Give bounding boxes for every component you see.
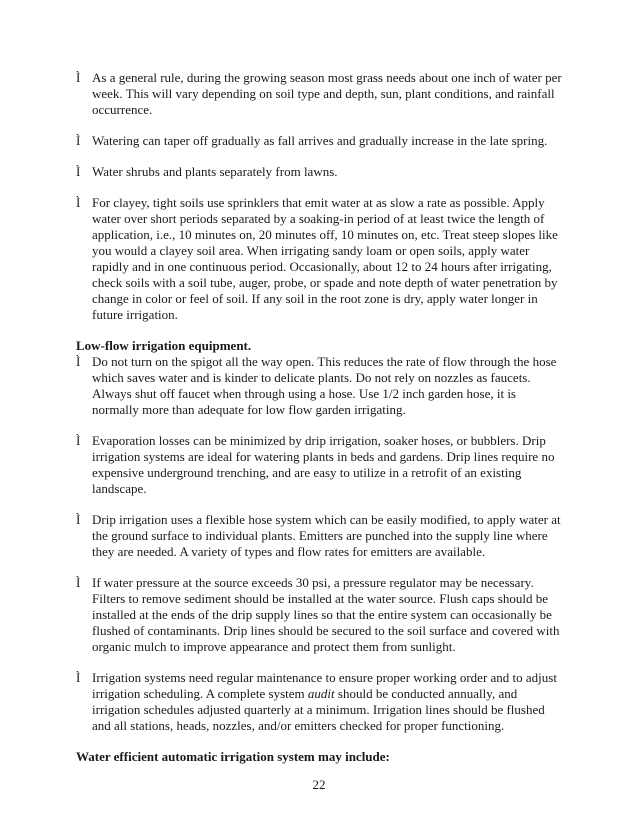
text-run: Irrigation systems need regular maintenance to ensure proper working order and to adjust irrigation scheduling. A complete system xyxy=(92,670,557,701)
bullet-item xyxy=(76,575,566,655)
bullet-text: Drip irrigation uses a flexible hose system which can be easily modified, to apply water at the ground surface to individual plants. Emitters are punched into the supply line where they are needed. A variety of types and flow rates for emitters are available. xyxy=(92,512,561,559)
bullet-item xyxy=(76,433,566,497)
bullet-text: For clayey, tight soils use sprinklers that emit water at as slow a rate as possible. Apply water over short periods separated by a soaking-in period of at least twice the length of application, i.e., 10 minutes on, 20 minutes off, 10 minutes on, etc. Treat steep slopes like you would a clayey soil area. When irrigating sandy loam or open soils, apply water rapidly and in one continuous period. Occasionally, about 12 to 24 hours after irrigating, check soils with a soil tube, auger, probe, or spade and note depth of water penetration by change in color or feel of soil. If any soil in the root zone is dry, apply water longer in future irrigation. xyxy=(92,195,558,322)
bullet-marker: Ì xyxy=(76,575,81,590)
bullet-text: Water shrubs and plants separately from lawns. xyxy=(92,164,338,179)
bullet-text: Evaporation losses can be minimized by drip irrigation, soaker hoses, or bubblers. Drip irrigation systems are ideal for watering plants in beds and gardens. Drip lines require no expensive underground trenching, and are easy to utilize in a retrofit of an existing landscape. xyxy=(92,433,555,496)
bullet-marker: Ì xyxy=(76,133,81,148)
bullet-text: Do not turn on the spigot all the way open. This reduces the rate of flow through the hose which saves water and is kinder to delicate plants. Do not rely on nozzles as faucets. Always shut off faucet when through using a hose. Use 1/2 inch garden hose, it is normally more than adequate for low flow garden irrigating. xyxy=(92,354,557,417)
page-content xyxy=(76,70,566,765)
section-heading-low-flow: Low-flow irrigation equipment. xyxy=(76,338,252,353)
bullet-text: As a general rule, during the growing season most grass needs about one inch of water per week. This will vary depending on soil type and depth, sun, plant conditions, and rainfall occurrence. xyxy=(92,70,562,117)
bullet-marker: Ì xyxy=(76,354,81,369)
bullet-text xyxy=(92,670,566,734)
page-number: 22 xyxy=(312,777,326,792)
bullet-text: If water pressure at the source exceeds 30 psi, a pressure regulator may be necessary. Filters to remove sediment should be installed at the water source. Flush caps should be installed at the ends of the drip supply lines so that the entire system can occasionally be flushed of contaminants. Drip lines should be secured to the soil surface and covered with organic mulch to improve appearance and protect them from sunlight. xyxy=(92,575,560,654)
bullet-item xyxy=(76,354,566,418)
bullet-item xyxy=(76,133,566,149)
bullet-marker: Ì xyxy=(76,670,81,685)
bullet-text: Watering can taper off gradually as fall arrives and gradually increase in the late spring. xyxy=(92,133,548,148)
bullet-marker: Ì xyxy=(76,195,81,210)
bullet-item xyxy=(76,70,566,118)
bullet-marker: Ì xyxy=(76,164,81,179)
bullet-item xyxy=(76,512,566,560)
bullet-item xyxy=(76,670,566,734)
bullet-marker: Ì xyxy=(76,512,81,527)
bullet-item xyxy=(76,164,566,180)
bullet-marker: Ì xyxy=(76,70,81,85)
text-run: should be conducted annually, and irrigation schedules adjusted quarterly at a minimum. Irrigation lines should be flushed and all stations, heads, nozzles, and/or emitters checked for proper functioning. xyxy=(92,686,545,733)
bullet-item xyxy=(76,195,566,323)
italic-term-audit: audit xyxy=(307,686,335,701)
section-heading-automatic-irrigation: Water efficient automatic irrigation system may include: xyxy=(76,749,390,764)
bullet-marker: Ì xyxy=(76,433,81,448)
